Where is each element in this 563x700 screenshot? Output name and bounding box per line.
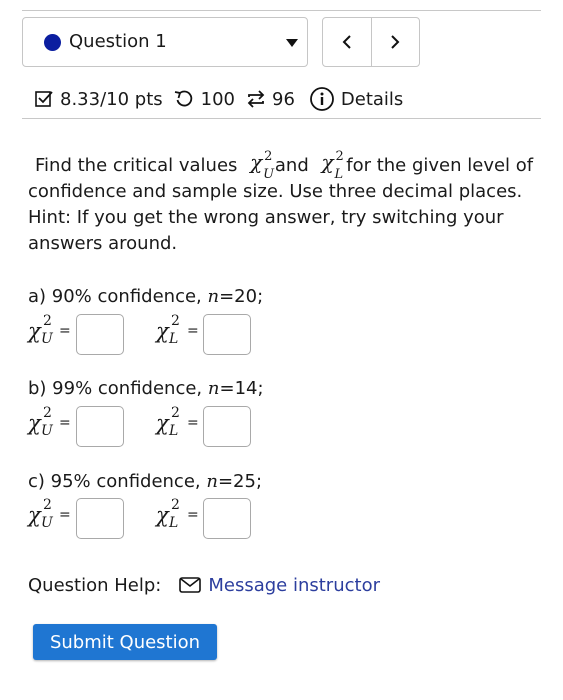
header-divider	[22, 118, 541, 119]
prompt-text-end: for the given level of confidence and sample size. Use three decimal places. Hint: If you get the wrong answer, try switching your answers around.	[28, 155, 534, 254]
prompt-text-and: and	[274, 155, 309, 176]
top-divider	[22, 10, 541, 11]
question-help-label: Question Help:	[28, 574, 162, 596]
attempts-count: 96	[272, 88, 295, 110]
info-icon[interactable]	[309, 86, 335, 112]
prev-question-button[interactable]	[323, 18, 371, 66]
score-text: 8.33/10 pts	[60, 88, 163, 110]
part-c-lower-input[interactable]	[203, 498, 251, 539]
part-c-upper-input[interactable]	[76, 498, 124, 539]
part-a-label: a) 90% confidence, n=20;	[28, 286, 264, 307]
question-status-dot	[44, 34, 61, 51]
question-prompt	[28, 150, 538, 257]
chevron-right-icon	[389, 34, 401, 50]
retry-icon	[173, 88, 195, 110]
question-stats	[34, 85, 403, 113]
checkbox-check-icon	[34, 89, 54, 109]
chevron-left-icon	[341, 34, 353, 50]
message-instructor-link[interactable]: Message instructor	[208, 574, 380, 596]
part-c-label: c) 95% confidence, n=25;	[28, 471, 263, 492]
question-help	[28, 572, 380, 598]
prompt-text-start: Find the critical values	[35, 155, 238, 176]
part-a-lower-input[interactable]	[203, 314, 251, 355]
next-question-button[interactable]	[371, 18, 420, 66]
submit-question-button[interactable]: Submit Question	[33, 624, 217, 660]
question-nav-group	[322, 17, 420, 67]
question-select-label: Question 1	[69, 31, 167, 52]
chi-lower-symbol: χ 2 L	[321, 149, 344, 182]
attempts-icon	[245, 88, 267, 110]
envelope-icon	[179, 577, 201, 593]
part-b-label: b) 99% confidence, n=14;	[28, 378, 264, 399]
details-link[interactable]: Details	[340, 88, 404, 110]
part-a-upper-input[interactable]	[76, 314, 124, 355]
dropdown-caret-icon	[286, 39, 298, 47]
chi-upper-symbol: χ 2 U	[250, 149, 275, 182]
question-select[interactable]	[22, 17, 308, 67]
retries-count: 100	[200, 88, 235, 110]
part-b-lower-input[interactable]	[203, 406, 251, 447]
part-b-upper-input[interactable]	[76, 406, 124, 447]
